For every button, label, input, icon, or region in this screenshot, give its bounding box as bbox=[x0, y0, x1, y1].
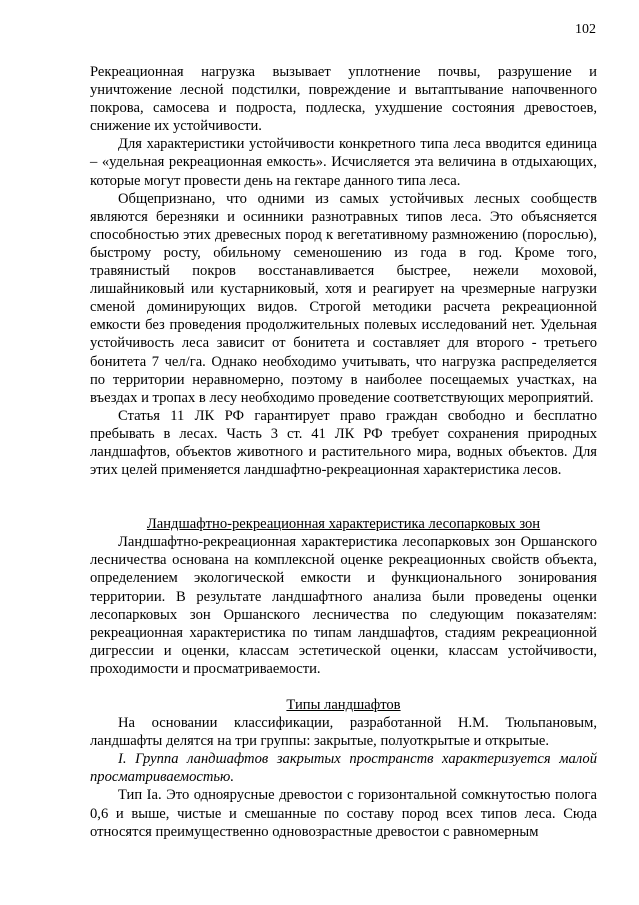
italic-text: I. Группа ландшафтов закрытых пространств характеризуется малой просматриваемостью. bbox=[90, 751, 597, 786]
paragraph: Общепризнано, что одними из самых устойчивых лесных сообществ являются березняки и осинники разнотравных типов леса. Это объясняется способностью этих древесных пород к вегетативному размножению (порослью), быстрому росту, обильному семеношению из года в год. Кроме того, травянистый покров восстанавливается быстрее, нежели моховой, лишайниковый или кустарниковый, хотя и реагирует на чрезмерные нагрузки сменой доминирующих видов. Строгой методики расчета рекреационной емкости без проведения продолжительных полевых исследований нет. Удельная устойчивость леса зависит от бонитета и составляет для второго - третьего бонитета 7 чел/га. Однако необходимо учитывать, что нагрузка распределяется по территории неравномерно, поэтому в наиболее посещаемых участках, на въездах и тропах в лесу необходимо проведение соответствующих мероприятий. bbox=[90, 190, 597, 406]
spacer bbox=[90, 678, 597, 696]
spacer bbox=[90, 479, 597, 497]
section-heading: Типы ландшафтов bbox=[286, 697, 401, 713]
section-heading: Ландшафтно-рекреационная характеристика лесопарковых зон bbox=[146, 516, 541, 533]
page-body bbox=[90, 63, 597, 841]
paragraph: Для характеристики устойчивости конкретного типа леса вводится единица – «удельная рекреационная емкость». Исчисляется эта величина в отдыхающих, которые могут провести день на гектаре данного типа леса. bbox=[90, 136, 597, 189]
paragraph: На основании классификации, разработанной Н.М. Тюльпановым, ландшафты делятся на три группы: закрытые, полуоткрытые и открытые. bbox=[90, 715, 597, 750]
paragraph: Ландшафтно-рекреационная характеристика лесопарковых зон Оршанского лесничества основана на комплексной оценке рекреационных свойств объекта, определением экологической емкости и функционального зонирования территории. В результате ландшафтного анализа были проведены оценки лесопарковых зон Оршанского лесничества по следующим показателям: рекреационная характеристика по типам ландшафтов, стадиям рекреационной дигрессии и оценки, классам эстетической оценки, классам устойчивости, проходимости и просматриваемости. bbox=[90, 534, 597, 677]
paragraph: Рекреационная нагрузка вызывает уплотнение почвы, разрушение и уничтожение лесной подстилки, повреждение и вытаптывание напочвенного покрова, самосева и подроста, подлеска, ухудшение состояния древостоев, снижение их устойчивости. bbox=[90, 64, 597, 135]
paragraph-italic bbox=[90, 750, 597, 786]
paragraph: Статья 11 ЛК РФ гарантирует право граждан свободно и бесплатно пребывать в лесах. Часть 3 ст. 41 ЛК РФ требует сохранения природных ландшафтов, объектов животного и растительного мира, водных объектов. Для этих целей применяется ландшафтно-рекреационная характеристика лесов. bbox=[90, 407, 597, 479]
spacer bbox=[90, 497, 597, 515]
page-number: 102 bbox=[575, 22, 596, 37]
paragraph: Тип Ia. Это одноярусные древостои с горизонтальной сомкнутостью полога 0,6 и выше, чистые и смешанные по составу пород всех типов леса. Сюда относятся преимущественно одновозрастные древостои с равномерным bbox=[90, 787, 597, 840]
